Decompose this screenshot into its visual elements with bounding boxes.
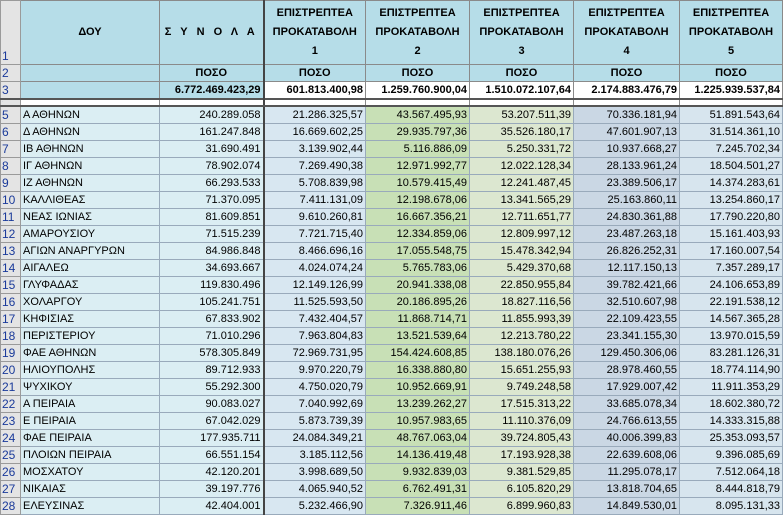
doy-name-cell[interactable]: ΑΜΑΡΟΥΣΙΟΥ [21,226,160,243]
row-total-cell[interactable]: 34.693.667 [160,260,264,277]
row-number[interactable]: 9 [1,175,21,192]
row-number[interactable]: 4 [1,99,21,106]
column-header-3[interactable]: ΕΠΙΣΤΡΕΠΤΕΑ ΠΡΟΚΑΤΑΒΟΛΗ 3 [470,1,574,65]
installment-2-cell[interactable]: 7.326.911,46 [366,498,470,515]
table-row [1,328,783,345]
spacer-cell[interactable] [574,99,680,106]
doy-name-cell[interactable]: ΠΛΟΙΩΝ ΠΕΙΡΑΙΑ [21,447,160,464]
spacer-cell[interactable] [264,99,366,106]
table-row [1,158,783,175]
total-cell[interactable]: 1.225.939.537,84 [680,82,783,100]
installment-4-cell[interactable]: 12.117.150,13 [574,260,680,277]
installment-4-cell[interactable]: 24.766.613,55 [574,413,680,430]
installment-4-cell[interactable]: 33.685.078,34 [574,396,680,413]
installment-3-cell[interactable]: 13.341.565,29 [470,192,574,209]
column-header-2[interactable]: ΕΠΙΣΤΡΕΠΤΕΑ ΠΡΟΚΑΤΑΒΟΛΗ 2 [366,1,470,65]
installment-5-cell[interactable]: 14.567.365,28 [680,311,783,328]
table-row [1,430,783,447]
row-number[interactable]: 1 [1,1,21,65]
row-total-cell[interactable]: 39.197.776 [160,481,264,498]
installment-3-cell[interactable]: 11.110.376,09 [470,413,574,430]
blank-cell[interactable] [21,82,160,100]
row-number[interactable]: 17 [1,311,21,328]
row-total-cell[interactable]: 578.305.849 [160,345,264,362]
column-header-1[interactable]: ΕΠΙΣΤΡΕΠΤΕΑ ΠΡΟΚΑΤΑΒΟΛΗ 1 [264,1,366,65]
row-total-cell[interactable]: 55.292.300 [160,379,264,396]
row-number[interactable]: 3 [1,82,21,100]
doy-name-cell[interactable]: ΙΓ ΑΘΗΝΩΝ [21,158,160,175]
row-number[interactable]: 28 [1,498,21,515]
spacer-cell[interactable] [366,99,470,106]
row-number[interactable]: 13 [1,243,21,260]
row-total-cell[interactable]: 177.935.711 [160,430,264,447]
poso-label[interactable]: ΠΟΣΟ [366,65,470,82]
installment-1-cell[interactable]: 7.963.804,83 [264,328,366,345]
installment-2-cell[interactable]: 9.932.839,03 [366,464,470,481]
installment-3-cell[interactable]: 18.827.116,56 [470,294,574,311]
totals-row [1,82,783,100]
installment-2-cell[interactable]: 5.765.783,06 [366,260,470,277]
installment-2-cell[interactable]: 12.198.678,06 [366,192,470,209]
blank-cell[interactable] [21,65,160,82]
installment-5-cell[interactable]: 13.254.860,17 [680,192,783,209]
installment-2-cell[interactable]: 16.667.356,21 [366,209,470,226]
installment-5-cell[interactable]: 18.602.380,72 [680,396,783,413]
row-total-cell[interactable]: 89.712.933 [160,362,264,379]
doy-header[interactable]: ΔΟΥ [21,1,160,65]
installment-5-cell[interactable]: 25.353.093,57 [680,430,783,447]
installment-4-cell[interactable]: 39.782.421,66 [574,277,680,294]
installment-1-cell[interactable]: 21.286.325,57 [264,106,366,124]
installment-5-cell[interactable]: 8.444.818,79 [680,481,783,498]
synola-header[interactable]: Σ Υ Ν Ο Λ Α [160,1,264,65]
table-row [1,226,783,243]
installment-2-cell[interactable]: 29.935.797,36 [366,124,470,141]
installment-4-cell[interactable]: 47.601.907,13 [574,124,680,141]
installment-2-cell[interactable]: 43.567.495,93 [366,106,470,124]
installment-5-cell[interactable]: 9.396.085,69 [680,447,783,464]
installment-1-cell[interactable]: 7.411.131,09 [264,192,366,209]
installment-4-cell[interactable]: 32.510.607,98 [574,294,680,311]
installment-3-cell[interactable]: 15.651.255,93 [470,362,574,379]
row-number[interactable]: 22 [1,396,21,413]
row-number[interactable]: 25 [1,447,21,464]
column-header-4[interactable]: ΕΠΙΣΤΡΕΠΤΕΑ ΠΡΟΚΑΤΑΒΟΛΗ 4 [574,1,680,65]
installment-3-cell[interactable]: 22.850.955,84 [470,277,574,294]
row-total-cell[interactable]: 71.010.296 [160,328,264,345]
installment-3-cell[interactable]: 12.711.651,77 [470,209,574,226]
installment-1-cell[interactable]: 7.269.490,38 [264,158,366,175]
installment-2-cell[interactable]: 12.334.859,06 [366,226,470,243]
table-row [1,345,783,362]
installment-2-cell[interactable]: 10.579.415,49 [366,175,470,192]
row-total-cell[interactable]: 66.293.533 [160,175,264,192]
installment-1-cell[interactable]: 4.065.940,52 [264,481,366,498]
doy-name-cell[interactable]: ΚΑΛΛΙΘΕΑΣ [21,192,160,209]
installment-5-cell[interactable]: 7.512.064,18 [680,464,783,481]
installment-3-cell[interactable]: 12.809.997,12 [470,226,574,243]
table-row [1,243,783,260]
table-row [1,464,783,481]
row-total-cell[interactable]: 90.083.027 [160,396,264,413]
row-number[interactable]: 12 [1,226,21,243]
installment-3-cell[interactable]: 39.724.805,43 [470,430,574,447]
installment-3-cell[interactable]: 12.022.128,34 [470,158,574,175]
installment-5-cell[interactable]: 7.357.289,17 [680,260,783,277]
row-number[interactable]: 19 [1,345,21,362]
doy-name-cell[interactable]: ΝΙΚΑΙΑΣ [21,481,160,498]
installment-2-cell[interactable]: 5.116.886,09 [366,141,470,158]
installment-4-cell[interactable]: 22.639.608,06 [574,447,680,464]
table-row [1,311,783,328]
total-cell[interactable]: 2.174.883.476,79 [574,82,680,100]
installment-3-cell[interactable]: 17.193.928,38 [470,447,574,464]
installment-4-cell[interactable]: 40.006.399,83 [574,430,680,447]
doy-name-cell[interactable]: Δ ΑΘΗΝΩΝ [21,124,160,141]
row-total-cell[interactable]: 105.241.751 [160,294,264,311]
installment-1-cell[interactable]: 3.998.689,50 [264,464,366,481]
row-total-cell[interactable]: 42.120.201 [160,464,264,481]
row-total-cell[interactable]: 161.247.848 [160,124,264,141]
installment-4-cell[interactable]: 11.295.078,17 [574,464,680,481]
row-total-cell[interactable]: 31.690.491 [160,141,264,158]
row-number[interactable]: 21 [1,379,21,396]
installment-1-cell[interactable]: 5.873.739,39 [264,413,366,430]
table-row [1,362,783,379]
table-row [1,481,783,498]
row-total-cell[interactable]: 67.042.029 [160,413,264,430]
installment-3-cell[interactable]: 35.526.180,17 [470,124,574,141]
row-total-cell[interactable]: 119.830.496 [160,277,264,294]
installment-4-cell[interactable]: 28.978.460,55 [574,362,680,379]
installment-5-cell[interactable]: 14.374.283,61 [680,175,783,192]
installment-4-cell[interactable]: 70.336.181,94 [574,106,680,124]
installment-4-cell[interactable]: 17.929.007,42 [574,379,680,396]
doy-name-cell[interactable]: ΕΛΕΥΣΙΝΑΣ [21,498,160,515]
installment-3-cell[interactable]: 6.899.960,83 [470,498,574,515]
installment-3-cell[interactable]: 9.381.529,85 [470,464,574,481]
installment-1-cell[interactable]: 24.084.349,21 [264,430,366,447]
spacer-row [1,99,783,106]
installment-2-cell[interactable]: 10.957.983,65 [366,413,470,430]
installment-3-cell[interactable]: 5.250.331,72 [470,141,574,158]
spacer-cell[interactable] [470,99,574,106]
installment-5-cell[interactable]: 11.911.353,29 [680,379,783,396]
row-total-cell[interactable]: 81.609.851 [160,209,264,226]
table-row [1,175,783,192]
installment-3-cell[interactable]: 9.749.248,58 [470,379,574,396]
doy-name-cell[interactable]: ΑΙΓΑΛΕΩ [21,260,160,277]
installment-3-cell[interactable]: 5.429.370,68 [470,260,574,277]
installment-3-cell[interactable]: 12.241.487,45 [470,175,574,192]
poso-label[interactable]: ΠΟΣΟ [680,65,783,82]
installment-4-cell[interactable]: 23.341.155,30 [574,328,680,345]
poso-label[interactable]: ΠΟΣΟ [264,65,366,82]
row-total-cell[interactable]: 67.833.902 [160,311,264,328]
row-number[interactable]: 6 [1,124,21,141]
table-row [1,379,783,396]
doy-name-cell[interactable]: ΓΛΥΦΑΔΑΣ [21,277,160,294]
row-number[interactable]: 5 [1,106,21,124]
row-number[interactable]: 7 [1,141,21,158]
table-row [1,209,783,226]
spacer-cell[interactable] [680,99,783,106]
doy-name-cell[interactable]: ΜΟΣΧΑΤΟΥ [21,464,160,481]
doy-name-cell[interactable]: ΙΒ ΑΘΗΝΩΝ [21,141,160,158]
table-row [1,294,783,311]
installment-2-cell[interactable]: 48.767.063,04 [366,430,470,447]
installment-5-cell[interactable]: 8.095.131,33 [680,498,783,515]
doy-name-cell[interactable]: ΙΖ ΑΘΗΝΩΝ [21,175,160,192]
total-cell[interactable]: 1.259.760.900,04 [366,82,470,100]
installment-4-cell[interactable]: 28.133.961,24 [574,158,680,175]
doy-name-cell[interactable]: Α ΑΘΗΝΩΝ [21,106,160,124]
row-number[interactable]: 10 [1,192,21,209]
installment-1-cell[interactable]: 9.970.220,79 [264,362,366,379]
row-number[interactable]: 26 [1,464,21,481]
installment-1-cell[interactable]: 16.669.602,25 [264,124,366,141]
installment-5-cell[interactable]: 17.160.007,54 [680,243,783,260]
installment-2-cell[interactable]: 12.971.992,77 [366,158,470,175]
row-total-cell[interactable]: 71.370.095 [160,192,264,209]
doy-name-cell[interactable]: ΨΥΧΙΚΟΥ [21,379,160,396]
row-number[interactable]: 24 [1,430,21,447]
installment-5-cell[interactable]: 18.774.114,90 [680,362,783,379]
installment-4-cell[interactable]: 26.826.252,31 [574,243,680,260]
row-number[interactable]: 18 [1,328,21,345]
row-total-cell[interactable]: 42.404.001 [160,498,264,515]
installment-1-cell[interactable]: 72.969.731,95 [264,345,366,362]
table-row [1,106,783,124]
installment-3-cell[interactable]: 53.207.511,39 [470,106,574,124]
installment-2-cell[interactable]: 6.762.491,31 [366,481,470,498]
installment-2-cell[interactable]: 10.952.669,91 [366,379,470,396]
doy-name-cell[interactable]: Α ΠΕΙΡΑΙΑ [21,396,160,413]
installment-3-cell[interactable]: 6.105.820,29 [470,481,574,498]
row-total-cell[interactable]: 240.289.058 [160,106,264,124]
table-row [1,413,783,430]
installment-5-cell[interactable]: 83.281.126,31 [680,345,783,362]
table-row [1,141,783,158]
installment-2-cell[interactable]: 20.941.338,08 [366,277,470,294]
table-row [1,498,783,515]
installment-1-cell[interactable]: 3.185.112,56 [264,447,366,464]
installment-1-cell[interactable]: 11.525.593,50 [264,294,366,311]
installment-3-cell[interactable]: 138.180.076,26 [470,345,574,362]
header-row [1,1,783,65]
installment-2-cell[interactable]: 13.239.262,27 [366,396,470,413]
row-number[interactable]: 23 [1,413,21,430]
installment-1-cell[interactable]: 12.149.126,99 [264,277,366,294]
doy-name-cell[interactable]: ΦΑΕ ΑΘΗΝΩΝ [21,345,160,362]
table-row [1,260,783,277]
doy-name-cell[interactable]: ΚΗΦΙΣΙΑΣ [21,311,160,328]
installment-1-cell[interactable]: 7.432.404,57 [264,311,366,328]
installment-1-cell[interactable]: 3.139.902,44 [264,141,366,158]
row-number[interactable]: 20 [1,362,21,379]
doy-name-cell[interactable]: ΦΑΕ ΠΕΙΡΑΙΑ [21,430,160,447]
installment-1-cell[interactable]: 5.708.839,98 [264,175,366,192]
installment-4-cell[interactable]: 24.830.361,88 [574,209,680,226]
row-total-cell[interactable]: 71.515.239 [160,226,264,243]
installment-3-cell[interactable]: 12.213.780,22 [470,328,574,345]
installment-2-cell[interactable]: 13.521.539,64 [366,328,470,345]
installment-1-cell[interactable]: 7.721.715,40 [264,226,366,243]
doy-name-cell[interactable]: ΑΓΙΩΝ ΑΝΑΡΓΥΡΩΝ [21,243,160,260]
row-total-cell[interactable]: 66.551.154 [160,447,264,464]
installment-5-cell[interactable]: 24.106.653,89 [680,277,783,294]
installment-4-cell[interactable]: 129.450.306,06 [574,345,680,362]
spacer-cell[interactable] [160,99,264,106]
installment-4-cell[interactable]: 13.818.704,65 [574,481,680,498]
installment-1-cell[interactable]: 5.232.466,90 [264,498,366,515]
installment-5-cell[interactable]: 18.504.501,27 [680,158,783,175]
row-number[interactable]: 2 [1,65,21,82]
poso-label[interactable]: ΠΟΣΟ [160,65,264,82]
row-total-cell[interactable]: 78.902.074 [160,158,264,175]
installment-1-cell[interactable]: 7.040.992,69 [264,396,366,413]
installment-5-cell[interactable]: 17.790.220,80 [680,209,783,226]
installment-2-cell[interactable]: 11.868.714,71 [366,311,470,328]
installment-1-cell[interactable]: 8.466.696,16 [264,243,366,260]
table-row [1,124,783,141]
installment-4-cell[interactable]: 22.109.423,55 [574,311,680,328]
doy-name-cell[interactable]: ΠΕΡΙΣΤΕΡΙΟΥ [21,328,160,345]
installment-5-cell[interactable]: 51.891.543,64 [680,106,783,124]
table-row [1,277,783,294]
installment-5-cell[interactable]: 15.161.403,93 [680,226,783,243]
installment-2-cell[interactable]: 154.424.608,85 [366,345,470,362]
row-total-cell[interactable]: 84.986.848 [160,243,264,260]
installment-5-cell[interactable]: 13.970.015,59 [680,328,783,345]
poso-label[interactable]: ΠΟΣΟ [574,65,680,82]
total-cell[interactable]: 1.510.072.107,64 [470,82,574,100]
installment-5-cell[interactable]: 7.245.702,34 [680,141,783,158]
row-number[interactable]: 15 [1,277,21,294]
total-cell[interactable]: 601.813.400,98 [264,82,366,100]
doy-name-cell[interactable]: ΝΕΑΣ ΙΩΝΙΑΣ [21,209,160,226]
installment-4-cell[interactable]: 25.163.860,11 [574,192,680,209]
installment-4-cell[interactable]: 10.937.668,27 [574,141,680,158]
installment-2-cell[interactable]: 17.055.548,75 [366,243,470,260]
installment-1-cell[interactable]: 9.610.260,81 [264,209,366,226]
doy-name-cell[interactable]: ΗΛΙΟΥΠΟΛΗΣ [21,362,160,379]
installment-4-cell[interactable]: 14.849.530,01 [574,498,680,515]
installment-3-cell[interactable]: 11.855.993,39 [470,311,574,328]
table-row [1,447,783,464]
installment-1-cell[interactable]: 4.024.074,24 [264,260,366,277]
doy-name-cell[interactable]: ΧΟΛΑΡΓΟΥ [21,294,160,311]
installment-4-cell[interactable]: 23.487.263,18 [574,226,680,243]
installment-5-cell[interactable]: 31.514.361,10 [680,124,783,141]
table-row [1,396,783,413]
installment-3-cell[interactable]: 15.478.342,94 [470,243,574,260]
poso-label[interactable]: ΠΟΣΟ [470,65,574,82]
doy-name-cell[interactable]: Ε ΠΕΙΡΑΙΑ [21,413,160,430]
table-row [1,192,783,209]
installment-4-cell[interactable]: 23.389.506,17 [574,175,680,192]
row-number[interactable]: 14 [1,260,21,277]
installment-2-cell[interactable]: 20.186.895,26 [366,294,470,311]
installment-2-cell[interactable]: 14.136.419,48 [366,447,470,464]
spacer-cell[interactable] [21,99,160,106]
row-number[interactable]: 8 [1,158,21,175]
installment-1-cell[interactable]: 4.750.020,79 [264,379,366,396]
column-header-5[interactable]: ΕΠΙΣΤΡΕΠΤΕΑ ΠΡΟΚΑΤΑΒΟΛΗ 5 [680,1,783,65]
installment-2-cell[interactable]: 16.338.880,80 [366,362,470,379]
installment-5-cell[interactable]: 14.333.315,88 [680,413,783,430]
row-number[interactable]: 27 [1,481,21,498]
row-number[interactable]: 11 [1,209,21,226]
grand-total-cell[interactable]: 6.772.469.423,29 [160,82,264,100]
poso-row [1,65,783,82]
installment-5-cell[interactable]: 22.191.538,12 [680,294,783,311]
row-number[interactable]: 16 [1,294,21,311]
installment-3-cell[interactable]: 17.515.313,22 [470,396,574,413]
